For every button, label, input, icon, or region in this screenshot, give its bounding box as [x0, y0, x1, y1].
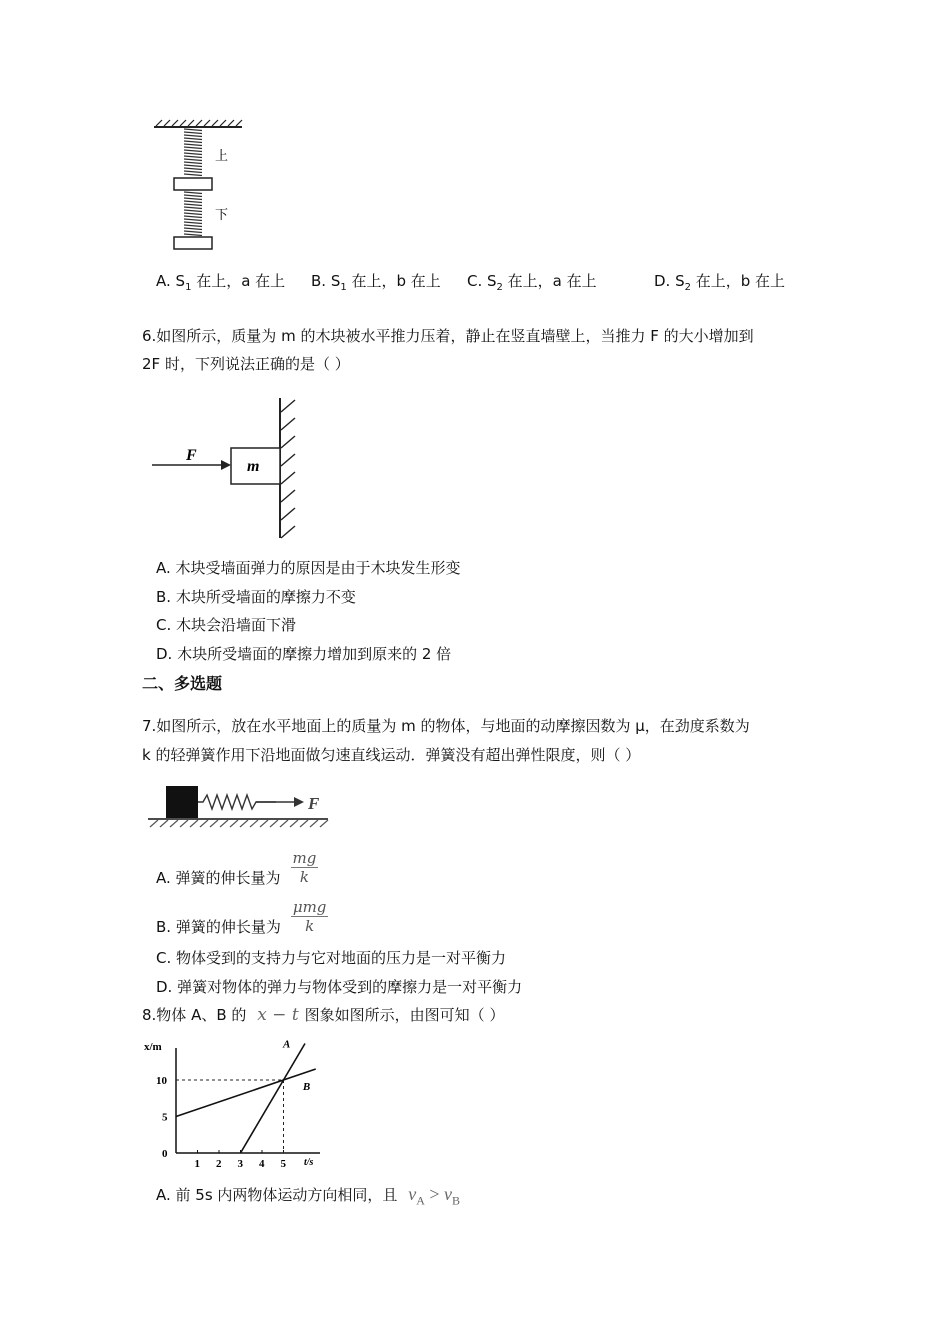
q6-option-c: C. 木块会沿墙面下滑 [156, 616, 297, 634]
y-tick-label: 10 [156, 1075, 167, 1087]
q7-force-label: F [308, 794, 320, 813]
q6-stem-line1: 6.如图所示，质量为 m 的木块被水平推力压着，静止在竖直墙壁上，当推力 F 的大小增加到 [142, 327, 754, 345]
q7-option-d: D. 弹簧对物体的弹力与物体受到的摩擦力是一对平衡力 [156, 978, 523, 996]
q7-option-b-fraction: $\frac{\text{μmg}}{k}$ [292, 897, 327, 935]
section-heading: 二、多选题 [142, 674, 223, 693]
series-label-A: A [283, 1038, 291, 1051]
series-label-B: B [302, 1081, 311, 1094]
q8-option-a-math: $v_A > v_B$ [408, 1184, 461, 1208]
q7-option-a: A. 弹簧的伸长量为 $\frac{mg}{k}$ [156, 848, 317, 887]
x-tick-label: 3 [237, 1158, 243, 1170]
y-axis-label: x/m [144, 1041, 162, 1053]
q6-mass-label: m [247, 458, 260, 475]
q5-label-down: 下 [215, 207, 229, 222]
q8-stem-math: x − t [257, 1005, 299, 1025]
x-tick-label: 5 [280, 1158, 286, 1170]
q5-option-d: D. $S_2$ 在上，b 在上 [654, 272, 786, 293]
x-axis-label: t/s [304, 1157, 314, 1168]
x-tick-label: 1 [194, 1158, 200, 1170]
q7-option-b: B. 弹簧的伸长量为 $\frac{\text{μmg}}{k}$ [156, 897, 327, 936]
q8-option-a: A. 前 5s 内两物体运动方向相同，且 $v_A > v_B$ [156, 1184, 461, 1208]
q5-option-b: B. $S_1$ 在上，b 在上 [311, 272, 441, 293]
q8-xt-chart [144, 1038, 324, 1170]
x-tick-label: 2 [216, 1158, 222, 1170]
series-line-B [176, 1069, 316, 1116]
q6-option-a: A. 木块受墙面弹力的原因是由于木块发生形变 [156, 559, 461, 577]
series-line-A [241, 1044, 306, 1154]
q5-label-up: 上 [215, 148, 229, 163]
x-tick-label: 4 [259, 1158, 265, 1170]
q5-option-a: A. $S_1$ 在上，a 在上 [156, 272, 286, 293]
y-tick-label: 0 [162, 1148, 168, 1160]
q5-spring-figure [148, 118, 248, 258]
y-tick-label: 5 [162, 1111, 168, 1124]
q7-spring-figure [146, 782, 332, 832]
q5-option-c: C. $S_2$ 在上，a 在上 [467, 272, 597, 293]
q7-option-a-fraction: $\frac{mg}{k}$ [292, 848, 317, 886]
q7-stem-line1: 7.如图所示，放在水平地面上的质量为 m 的物体，与地面的动摩擦因数为 μ，在劲度系数为 [142, 717, 750, 735]
q6-force-label: F [186, 447, 197, 464]
q7-option-c: C. 物体受到的支持力与它对地面的压力是一对平衡力 [156, 949, 507, 967]
q8-stem: 8.物体 A、B 的 x − t 图象如图所示，由图可知（ ） [142, 1005, 505, 1025]
q6-wall-figure [150, 394, 302, 542]
q6-stem-line2: 2F 时，下列说法正确的是（ ） [142, 355, 350, 373]
q7-stem-line2: k 的轻弹簧作用下沿地面做匀速直线运动．弹簧没有超出弹性限度，则（ ） [142, 746, 641, 764]
q6-option-d: D. 木块所受墙面的摩擦力增加到原来的 2 倍 [156, 645, 452, 663]
q6-option-b: B. 木块所受墙面的摩擦力不变 [156, 588, 356, 606]
